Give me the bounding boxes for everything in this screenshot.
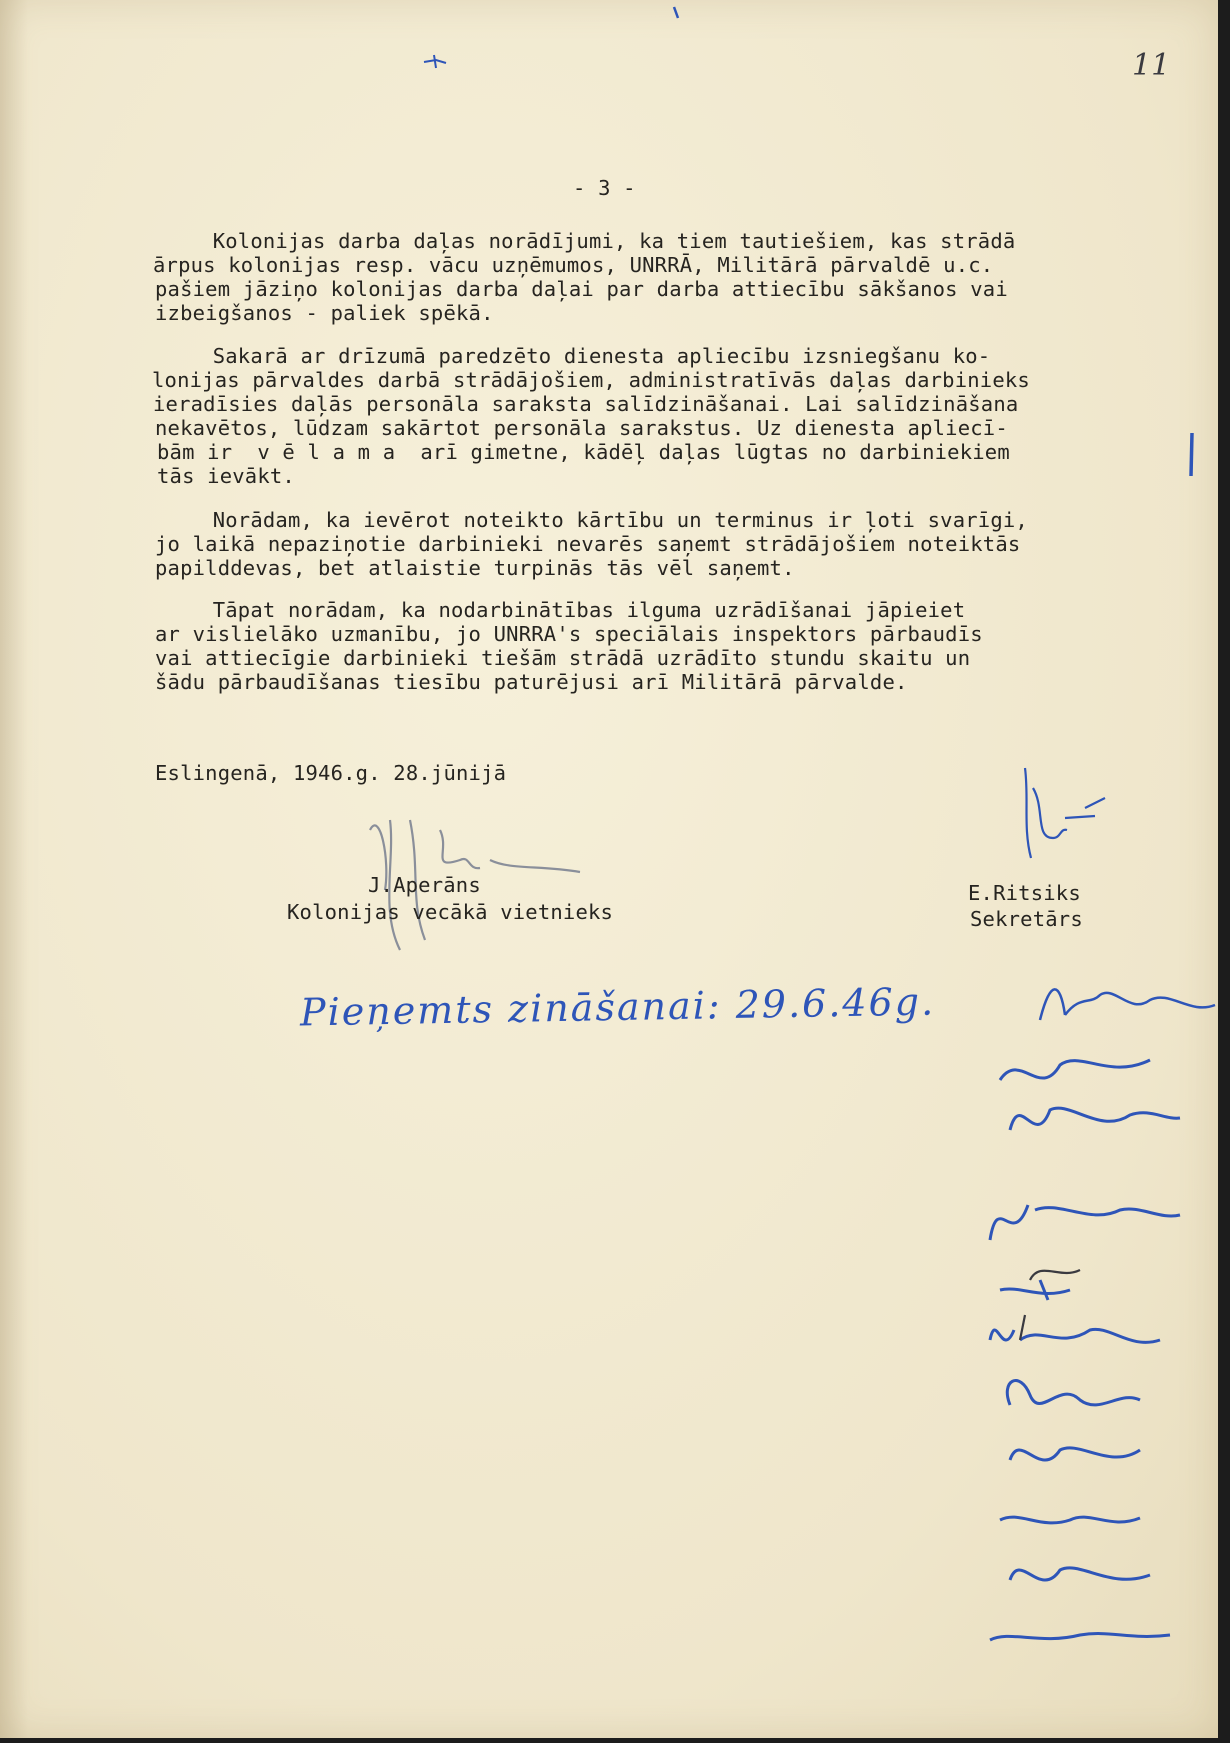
body-line: Tāpat norādam, ka nodarbinātības ilguma uzrādīšanai jāpieiet bbox=[150, 598, 966, 622]
body-line: ar vislielāko uzmanību, jo UNRRA's speciālais inspektors pārbaudīs bbox=[155, 622, 983, 646]
signature-ritsiks bbox=[1005, 758, 1125, 878]
date-line: Eslingenā, 1946.g. 28.jūnijā bbox=[155, 761, 507, 785]
handwritten-note: Pieņemts zināšanai: 29.6.46g. bbox=[299, 979, 936, 1035]
signatory-name: E.Ritsiks bbox=[968, 881, 1081, 905]
margin-mark bbox=[1185, 430, 1199, 480]
handwritten-initials bbox=[1030, 975, 1220, 1035]
body-line: vai attiecīgie darbinieki tiešām strādā uzrādīto stundu skaitu un bbox=[155, 646, 971, 670]
page-number: - 3 - bbox=[573, 176, 636, 200]
signatory-title: Sekretārs bbox=[970, 907, 1083, 931]
folio-number: 11 bbox=[1132, 48, 1171, 83]
body-line: lonijas pārvaldes darbā strādājošiem, administratīvās daļas darbinieks bbox=[152, 368, 1030, 392]
body-line: ieradīsies daļās personāla saraksta salīdzināšanai. Lai salīdzināšana bbox=[153, 392, 1019, 416]
body-line: Kolonijas darba daļas norādījumi, ka tiem tautiešiem, kas strādā bbox=[150, 229, 1016, 253]
body-line: šādu pārbaudīšanas tiesību paturējusi arī Militārā pārvalde. bbox=[155, 670, 908, 694]
body-line: papilddevas, bet atlaistie turpinās tās vēl saņemt. bbox=[155, 556, 795, 580]
ink-speck-mark bbox=[420, 50, 450, 72]
body-line: nekavētos, lūdzam sakārtot personāla sarakstus. Uz dienesta apliecī- bbox=[155, 416, 1008, 440]
body-line: jo laikā nepaziņotie darbinieki nevarēs saņemt strādājošiem noteiktās bbox=[155, 532, 1021, 556]
ink-dot-mark bbox=[668, 4, 688, 24]
body-line: ārpus kolonijas resp. vācu uzņēmumos, UNRRĀ, Militārā pārvaldē u.c. bbox=[153, 253, 994, 277]
page-edge-shadow bbox=[0, 0, 28, 1738]
body-line: pašiem jāziņo kolonijas darba daļai par darba attiecību sākšanos vai bbox=[155, 277, 1008, 301]
body-line: Sakarā ar drīzumā paredzēto dienesta apliecību izsniegšanu ko- bbox=[150, 344, 991, 368]
body-line: tās ievākt. bbox=[157, 464, 295, 488]
signatory-title: Kolonijas vecākā vietnieks bbox=[287, 900, 614, 924]
signatory-name: J.Aperāns bbox=[368, 873, 481, 897]
acknowledgement-signatures bbox=[980, 1040, 1195, 1660]
body-line: Norādam, ka ievērot noteikto kārtību un terminus ir ļoti svarīgi, bbox=[150, 508, 1028, 532]
body-line: bām ir v ē l a m a arī gimetne, kādēļ daļas lūgtas no darbiniekiem bbox=[157, 440, 1010, 464]
body-line: izbeigšanos - paliek spēkā. bbox=[155, 301, 494, 325]
